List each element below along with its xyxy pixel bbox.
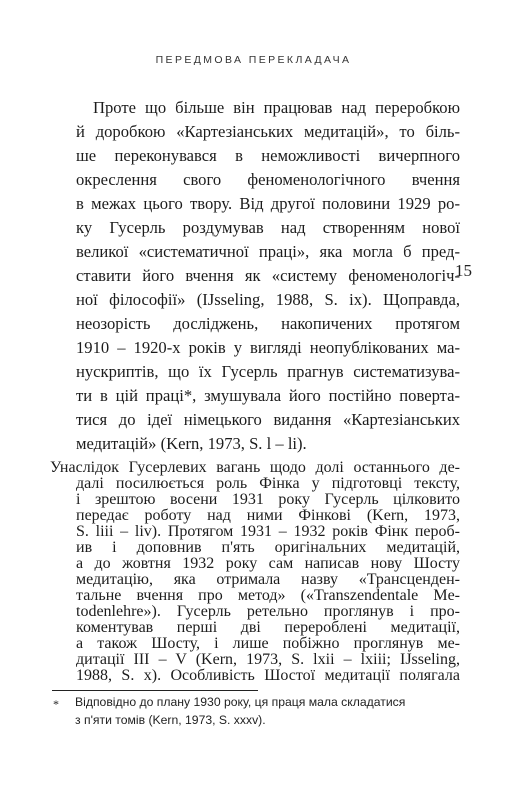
body-line: Проте що більше він працював над переробкою xyxy=(93,98,460,117)
body-line: неозорість досліджень, накопичених протягом xyxy=(76,314,460,333)
body-line: окреслення свого феноменологічного вчення xyxy=(76,170,460,189)
body-line: тальне вчення про метод» («Transzendentale Me- xyxy=(76,587,460,604)
body-line: великої «систематичної праці», яка могла б пред- xyxy=(76,242,460,261)
footnote-line: Відповідно до плану 1930 року, ця праця мала складатися xyxy=(75,695,406,709)
body-line: нускриптів, що їх Гусерль прагнув систематизува- xyxy=(76,362,460,381)
body-line: ку Гусерль роздумував над створенням нової xyxy=(76,218,460,237)
footnote-divider xyxy=(52,690,258,691)
page-number: 15 xyxy=(455,261,472,280)
body-line: ставити його вчення як «систему феноменологіч- xyxy=(76,266,460,285)
body-line: ше переконувався в неможливості вичерпного xyxy=(76,146,460,165)
body-line: в межах цього твору. Від другої половини 1929 ро- xyxy=(76,194,460,213)
body-line: медитацій» (Kern, 1973, S. l – li). xyxy=(76,434,307,453)
body-line: а до жовтня 1932 року сам написав нову Шосту xyxy=(76,555,460,572)
body-line: передає роботу над ними Фінкові (Kern, 1973, xyxy=(76,507,460,524)
footnote-line: з п'яти томів (Kern, 1973, S. xxxv). xyxy=(75,713,266,727)
running-head: ПЕРЕДМОВА ПЕРЕКЛАДАЧА xyxy=(155,54,352,66)
body-line: коментував перші дві перероблені медитації, xyxy=(76,619,460,636)
body-line: todenlehre»). Гусерль ретельно проглянув і про- xyxy=(76,603,460,620)
body-line: медитацію, яка отримала назву «Трансценден- xyxy=(76,571,460,588)
body-line: ти в цій праці*, змушувала його постійно поверта- xyxy=(76,386,460,405)
body-line: Унаслідок Гусерлевих вагань щодо долі останнього де- xyxy=(50,459,460,476)
body-line: а також Шосту, і лише побіжно проглянув ме- xyxy=(76,635,460,652)
body-line: тися до ідеї німецького видання «Картезіанських xyxy=(76,410,460,429)
body-line: далі посилюється роль Фінка у підготовці тексту, xyxy=(76,475,460,492)
body-line: і зрештою восени 1931 року Гусерль цілковито xyxy=(76,491,460,508)
body-line: ив і доповнив п'ять оригінальних медитацій, xyxy=(76,539,460,556)
footnote-marker: * xyxy=(53,697,59,711)
body-line: дитації III – V (Kern, 1973, S. lxii – lxiii; IJsseling, xyxy=(76,651,460,668)
body-line: ної філософії» (IJsseling, 1988, S. ix). Щоправда, xyxy=(76,290,460,309)
body-line: й доробкою «Картезіанських медитацій», то біль- xyxy=(76,122,460,141)
body-line: 1910 – 1920-х років у вигляді неопублікованих ма- xyxy=(76,338,460,357)
body-line: S. liii – liv). Протягом 1931 – 1932 років Фінк пероб- xyxy=(76,523,460,540)
body-line: 1988, S. x). Особливість Шостої медитації полягала xyxy=(76,667,460,684)
